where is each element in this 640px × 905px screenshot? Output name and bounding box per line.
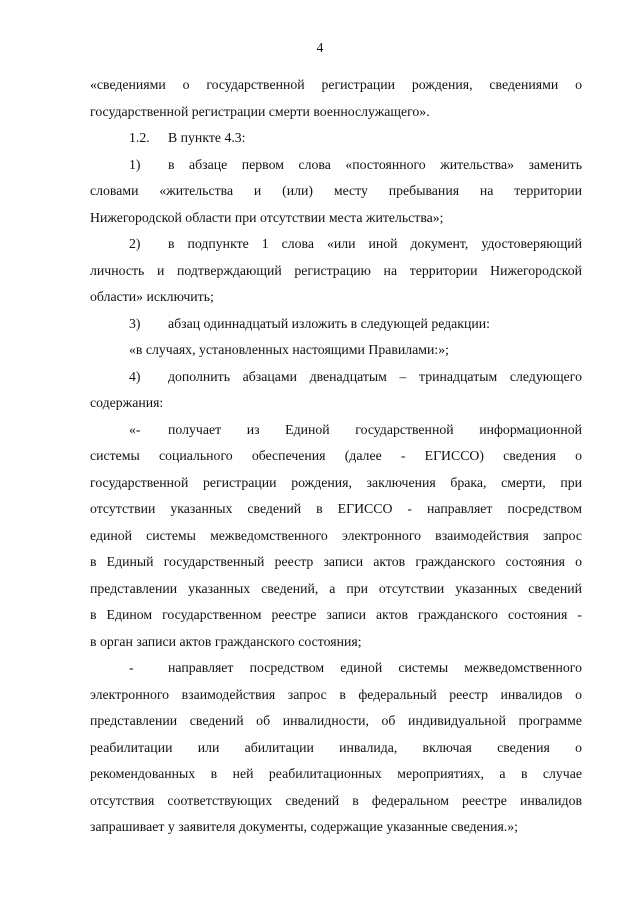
text-line: единой системы межведомственного электронного взаимодействия запрос	[90, 527, 582, 543]
text-line: отсутствия соответствующих сведений в федеральном реестре инвалидов	[90, 792, 582, 808]
text-line: системы социального обеспечения (далее - ЕГИССО) сведения о	[90, 448, 582, 463]
item-marker: 4)	[129, 368, 141, 384]
quote-marker: «-	[129, 421, 141, 437]
text-line: направляет посредством единой системы межведомственного	[168, 660, 582, 675]
paragraph-item-1-2	[90, 125, 582, 152]
text-line: в абзаце первом слова «постоянного жительства» заменить	[168, 156, 582, 172]
text-line: в Единый государственный реестр записи актов гражданского состояния о	[90, 554, 582, 569]
page-number: 4	[316, 40, 324, 55]
item-marker: 3)	[129, 315, 141, 331]
text-line: Нижегородской области при отсутствии места жительства»;	[90, 209, 444, 225]
item-marker: 2)	[129, 236, 141, 251]
text-line: государственной регистрации рождения, заключения брака, смерти, при	[90, 474, 582, 490]
text-line: словами «жительства и (или) месту пребывания на территории	[90, 183, 582, 198]
text-line: области» исключить;	[90, 289, 214, 304]
text-line: дополнить абзацами двенадцатым – тринадцатым следующего	[168, 368, 582, 384]
text-line: абзац одиннадцатый изложить в следующей редакции:	[168, 315, 490, 331]
text-line: в Едином государственном реестре записи актов гражданского состояния -	[90, 607, 582, 622]
text-line: представлении указанных сведений, а при отсутствии указанных сведений	[90, 580, 582, 596]
item-marker: 1)	[129, 156, 141, 172]
text-line: «сведениями о государственной регистрации рождения, сведениями о	[90, 77, 582, 92]
text-line: В пункте 4.3:	[168, 130, 246, 145]
text-line: запрашивает у заявителя документы, содержащие указанные сведения.»;	[90, 819, 518, 834]
paragraph-item-3	[90, 311, 582, 338]
text-line: рекомендованных в ней реабилитационных мероприятиях, а в случае	[90, 766, 582, 781]
text-line: в подпункте 1 слова «или иной документ, удостоверяющий	[168, 236, 582, 251]
text-line: государственной регистрации смерти военнослужащего».	[90, 103, 430, 119]
text-line: реабилитации или абилитации инвалида, включая сведения о	[90, 739, 582, 755]
text-line: содержания:	[90, 395, 164, 410]
item-marker: 1.2.	[129, 130, 150, 145]
text-line: электронного взаимодействия запрос в федеральный реестр инвалидов о	[90, 686, 582, 702]
paragraph-dash	[90, 655, 582, 682]
paragraph-item-2	[90, 231, 582, 258]
text-line: «в случаях, установленных настоящими Правилами:»;	[129, 342, 449, 357]
text-line: представлении сведений об инвалидности, об индивидуальной программе	[90, 713, 582, 728]
paragraph-quote-start	[90, 417, 582, 444]
paragraph-item-4	[90, 364, 582, 391]
document-body	[90, 72, 582, 841]
text-line: в орган записи актов гражданского состояния;	[90, 633, 362, 649]
paragraph-item-1	[90, 152, 582, 179]
dash-marker: -	[129, 660, 134, 675]
text-line: личность и подтверждающий регистрацию на территории Нижегородской	[90, 262, 582, 278]
text-line: получает из Единой государственной информационной	[168, 421, 582, 437]
text-line: отсутствии указанных сведений в ЕГИССО - направляет посредством	[90, 501, 582, 516]
